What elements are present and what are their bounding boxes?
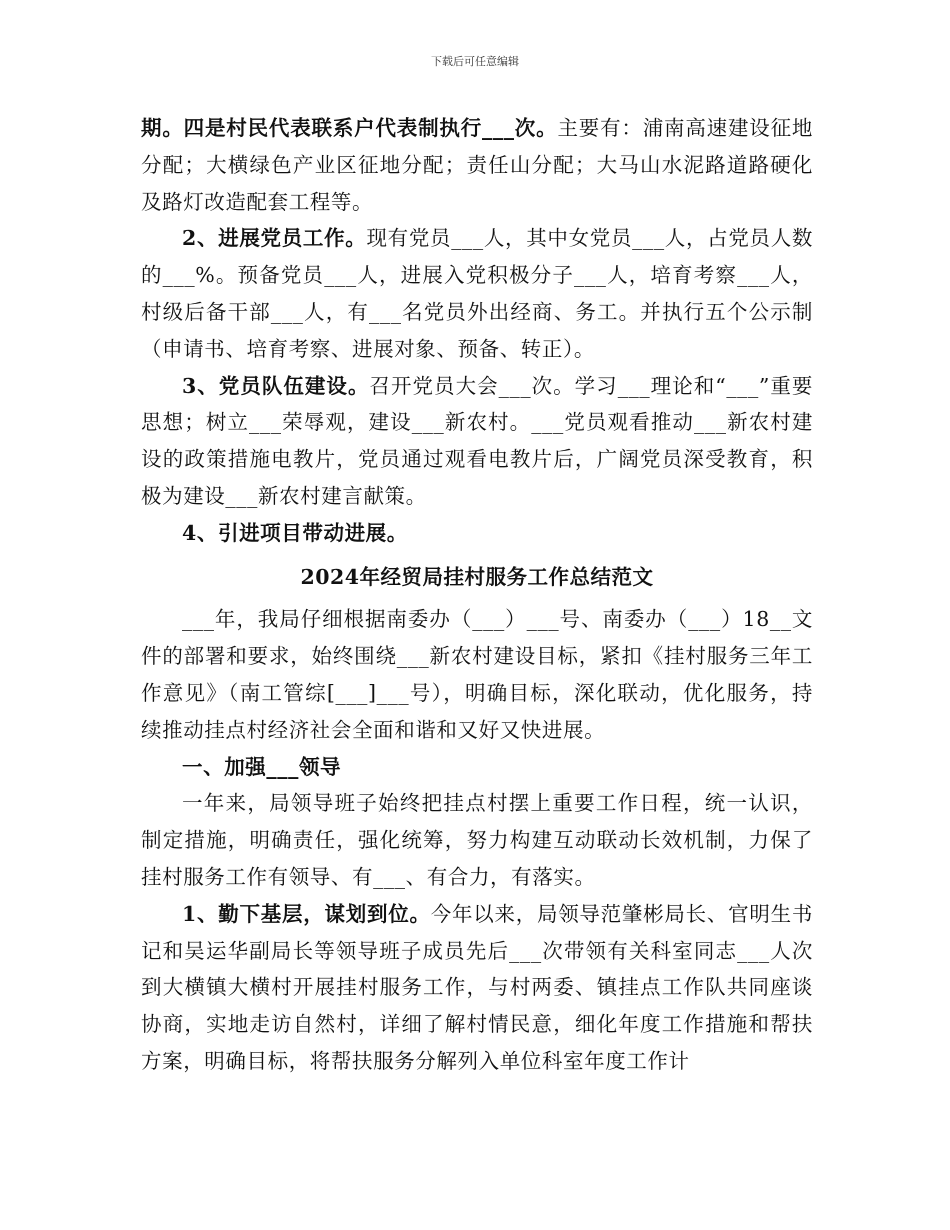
- paragraph-heading: 4、引进项目带动进展。: [182, 520, 408, 545]
- document-title: 2024年经贸局挂村服务工作总结范文: [300, 564, 654, 589]
- paragraph-continuation: [141, 110, 813, 220]
- paragraph-text: 召开党员大会___次。学习___理论和“___”重要思想；树立___荣辱观，建设___新农村。___党员观看推动___新农村建设的政策措施电教片，党员通过观看电教片后，广阔党员深受教育，积极为建设___新农村建言献策。: [141, 373, 813, 508]
- paragraph-heading: 3、党员队伍建设。: [182, 373, 370, 398]
- paragraph-heading: 2、进展党员工作。: [182, 226, 367, 251]
- paragraph-text: 现有党员___人，其中女党员___人，占党员人数的___%。预备党员___人，进展入党积极分子___人，培育考察___人，村级后备干部___人，有___名党员外出经商、务工。并执行五个公示制（申请书、培育考察、进展对象、预备、转正）。: [141, 226, 813, 361]
- section-heading: 一、加强___领导: [182, 754, 342, 779]
- paragraph-heading: 1、勤下基层，谋划到位。: [182, 901, 431, 926]
- paragraph-intro: ___年，我局仔细根据南委办（___）___号、南委办（___）18__文件的部署和要求，始终围绕___新农村建设目标，紧扣《挂村服务三年工作意见》（南工管综[___]___号），明确目标，深化联动，优化服务，持续推动挂点村经济社会全面和谐和又好又快进展。: [141, 607, 813, 742]
- paragraph-party-member-work: [141, 220, 813, 367]
- paragraph-section-text: 一年来，局领导班子始终把挂点村摆上重要工作日程，统一认识，制定措施，明确责任，强化统筹，努力构建互动联动长效机制，力保了挂村服务工作有领导、有___、有合力，有落实。: [141, 791, 813, 889]
- page-header-note: 下载后可任意编辑: [431, 55, 519, 68]
- paragraph-item-1: [141, 896, 813, 1080]
- paragraph-party-team-building: [141, 368, 813, 515]
- paragraph-text: 今年以来，局领导范肇彬局长、官明生书记和吴运华副局长等领导班子成员先后___次带领有关科室同志___人次到大横镇大横村开展挂村服务工作，与村两委、镇挂点工作队共同座谈协商，实地走访自然村，详细了解村情民意，细化年度工作措施和帮扶方案，明确目标，将帮扶服务分解列入单位科室年度工作计: [141, 901, 813, 1073]
- paragraph-text: 主要有：浦南高速建设征地分配；大横绿色产业区征地分配；责任山分配；大马山水泥路道路硬化及路灯改造配套工程等。: [141, 116, 813, 214]
- paragraph-project-introduction: [141, 515, 813, 552]
- document-body: [141, 110, 813, 1080]
- paragraph-bold-lead: 期。四是村民代表联系户代表制执行___次。: [141, 116, 558, 140]
